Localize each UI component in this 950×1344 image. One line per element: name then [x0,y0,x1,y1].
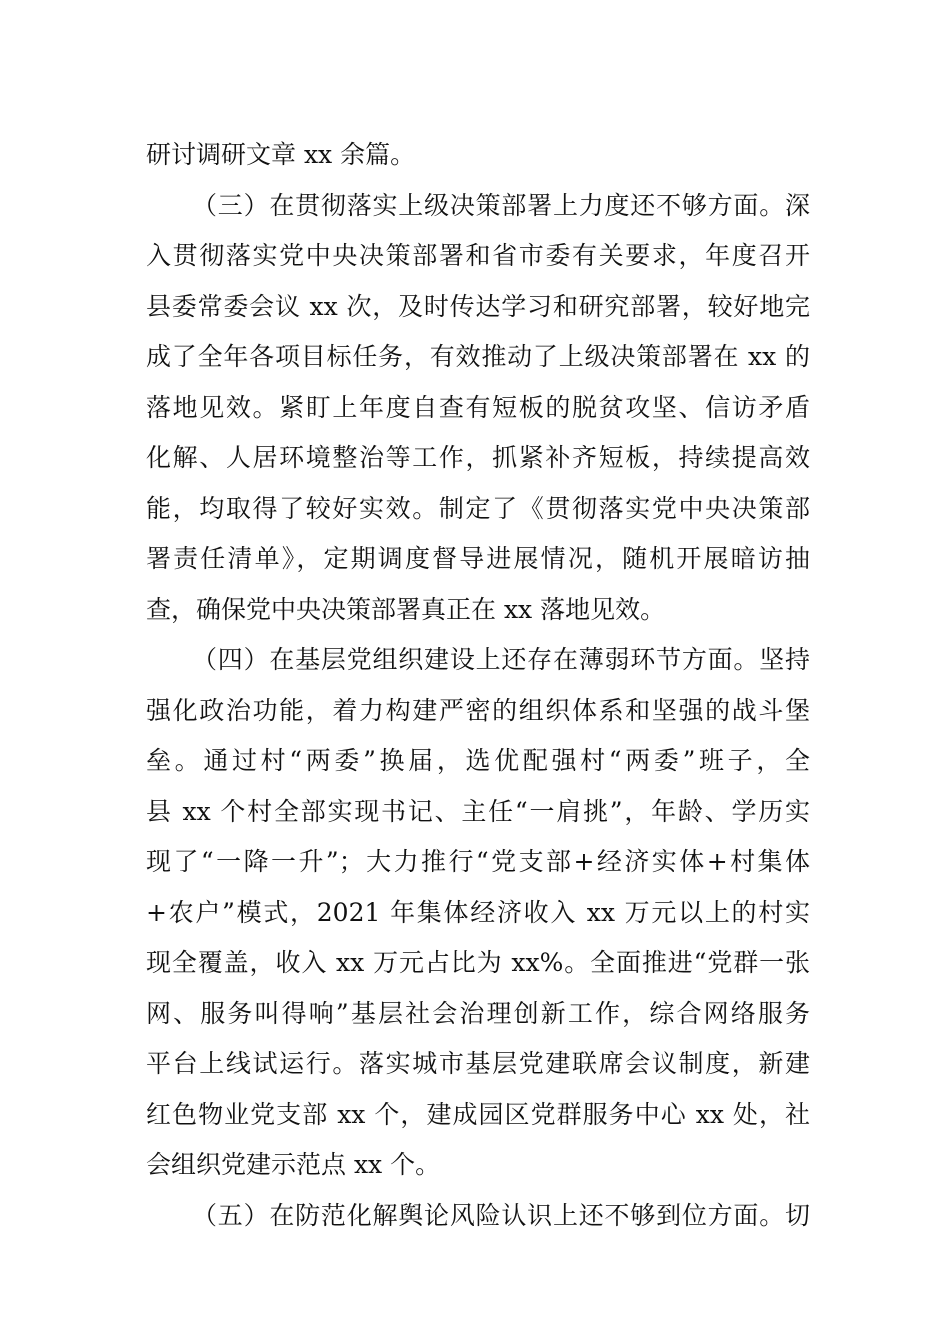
text-line: +农户”模式，2021 年集体经济收入 xx 万元以上的村实 [146,897,810,927]
text-line: 现全覆盖，收入 xx 万元占比为 xx%。全面推进“党群一张 [146,948,810,977]
text-line: 署责任清单》，定期调度督导进展情况，随机开展暗访抽 [146,544,810,573]
text-line: 平台上线试运行。落实城市基层党建联席会议制度，新建 [146,1049,810,1078]
text-line: 县 xx 个村全部实现书记、主任“一肩挑”，年龄、学历实 [146,796,810,826]
text-line: 研讨调研文章 xx 余篇。 [146,140,416,169]
text-line: 红色物业党支部 xx 个，建成园区党群服务中心 xx 处，社 [146,1099,810,1129]
text-line: 成了全年各项目标任务，有效推动了上级决策部署在 xx 的 [146,342,810,371]
text-line: 查，确保党中央决策部署真正在 xx 落地见效。 [146,594,666,624]
text-line: 县委常委会议 xx 次，及时传达学习和研究部署，较好地完 [146,291,810,321]
text-line: 现了“一降一升”；大力推行“党支部+经济实体+村集体 [146,847,810,876]
text-line: 网、服务叫得响”基层社会治理创新工作，综合网络服务 [146,998,810,1028]
section-heading-line: （三）在贯彻落实上级决策部署上力度还不够方面。深 [192,190,810,220]
text-line: 垒。通过村“两委”换届，选优配强村“两委”班子，全 [146,746,810,775]
section-heading-line: （四）在基层党组织建设上还存在薄弱环节方面。坚持 [192,645,810,674]
document-body [146,130,810,1241]
text-line: 强化政治功能，着力构建严密的组织体系和坚强的战斗堡 [146,695,810,725]
section-heading-line: （五）在防范化解舆论风险认识上还不够到位方面。切 [192,1200,810,1230]
text-line: 落地见效。紧盯上年度自查有短板的脱贫攻坚、信访矛盾 [146,392,810,422]
text-line: 会组织党建示范点 xx 个。 [146,1150,441,1179]
text-line: 能，均取得了较好实效。制定了《贯彻落实党中央决策部 [146,493,810,523]
text-line: 入贯彻落实党中央决策部署和省市委有关要求，年度召开 [146,241,810,270]
text-line: 化解、人居环境整治等工作，抓紧补齐短板，持续提高效 [146,443,810,472]
